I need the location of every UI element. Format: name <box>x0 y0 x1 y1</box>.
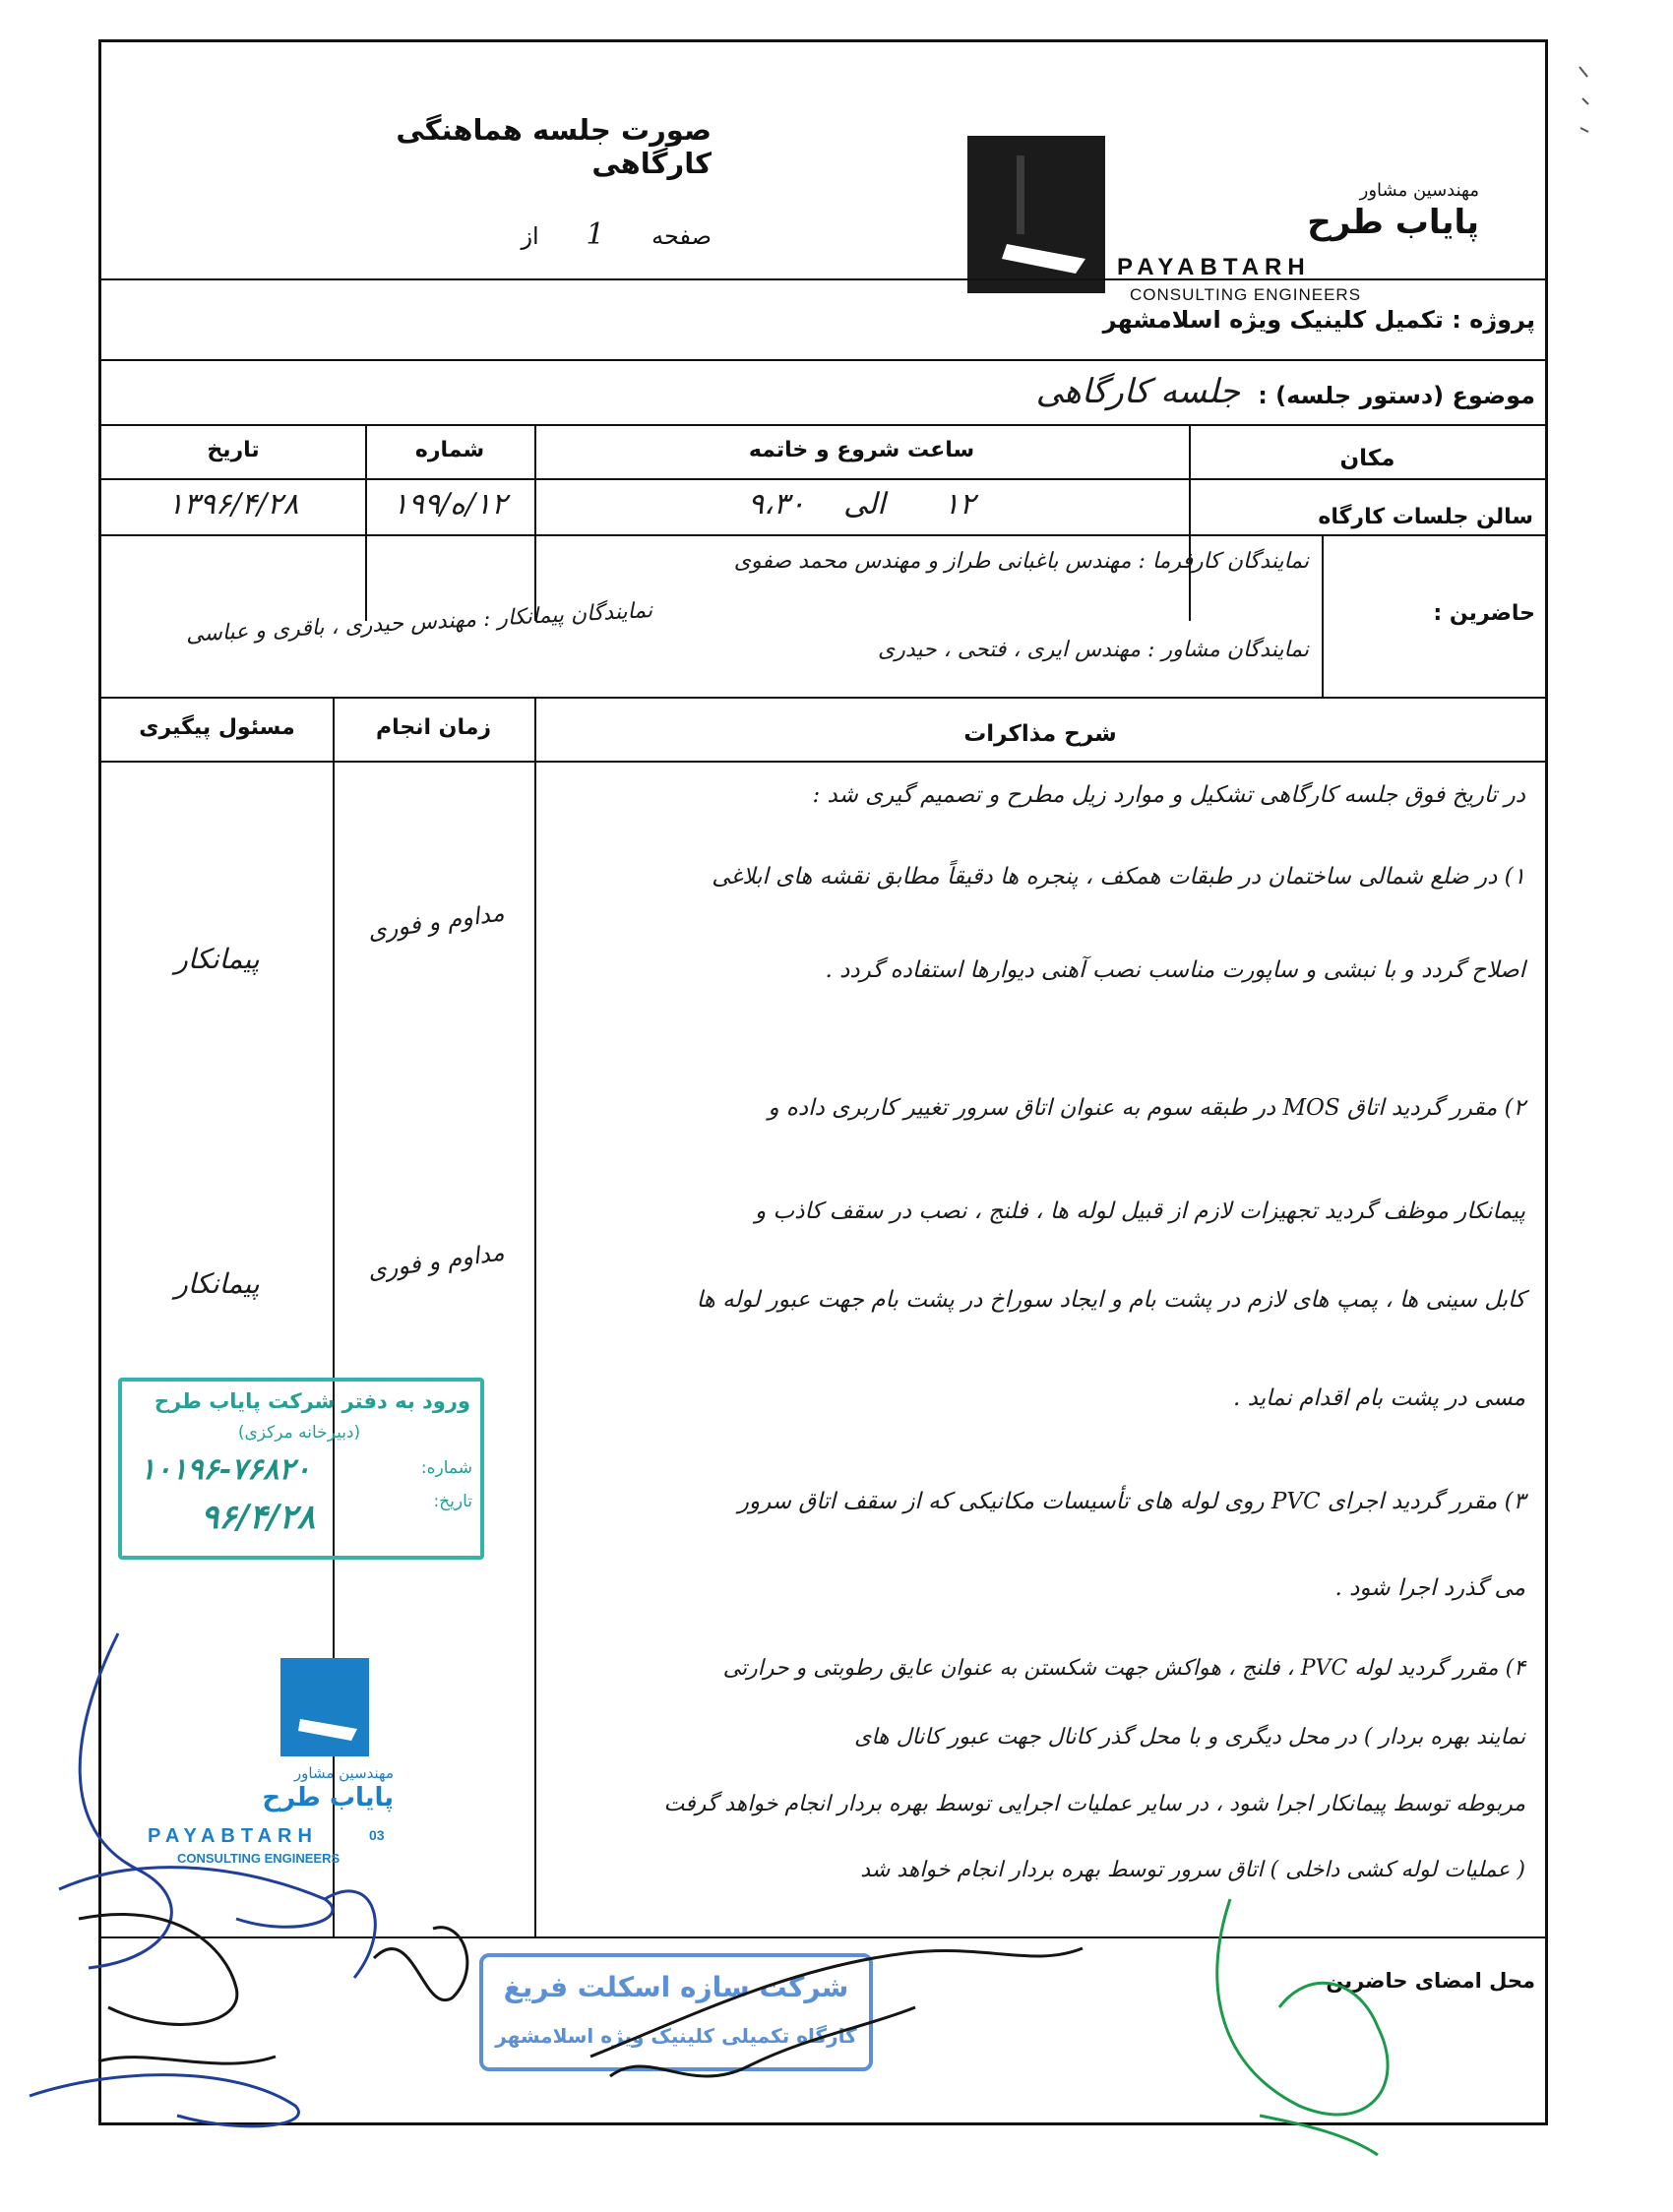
header-number: شماره <box>414 438 485 462</box>
page-label: صفحه <box>651 222 712 250</box>
handwritten-corner-mark <box>1580 67 1588 132</box>
time-end: ۱۲ <box>943 487 975 522</box>
done-time-2: مداوم و فوری <box>365 1238 507 1285</box>
signature-black-1 <box>79 1914 1083 2076</box>
value-date: ۱۳۹۶/۴/۲۸ <box>167 487 299 522</box>
stamp-title: ورود به دفتر شرکت پایاب طرح <box>154 1389 470 1413</box>
discussion-item-2-line3: کابل سینی ها ، پمپ های لازم در پشت بام و ایجاد سوراخ در پشت بام جهت عبور لوله ها <box>696 1287 1525 1313</box>
attendee-line-employer: نمایندگان کارفرما : مهندس باغبانی طراز و مهندس محمد صفوی <box>733 549 1309 574</box>
discussion-item-2-line1: ۲) مقرر گردید اتاق MOS در طبقه سوم به عنوان اتاق سرور تغییر کاربری داده و <box>768 1095 1525 1121</box>
signature-green-1 <box>1217 1899 1388 2155</box>
discussion-item-1-line2: اصلاح گردد و با نبشی و ساپورت مناسب نصب آهنی دیوارها استفاده گردد . <box>825 957 1525 983</box>
header-description: شرح مذاکرات <box>963 721 1117 747</box>
responsible-2: پیمانکار <box>174 1267 260 1300</box>
discussion-item-2-line2: پیمانکار موظف گردید تجهیزات لازم از قبیل لوله ها ، فلنج ، نصب در سقف کاذب و <box>755 1198 1525 1224</box>
logo-name-en: PAYABTARH <box>1117 254 1311 280</box>
stamp-number-label: شماره: <box>420 1458 472 1478</box>
logo-stamp-pretitle: مهندسین مشاور <box>293 1764 394 1782</box>
discussion-item-4-line4: ( عملیات لوله کشی داخلی ) اتاق سرور توسط بهره بردار انجام خواهد شد <box>860 1858 1525 1882</box>
company-stamp-line1: شرکت سازه اسکلت فریغ <box>503 1971 849 2003</box>
value-number: ۱۲/ه/۱۹۹ <box>392 487 508 522</box>
project-label: پروژه : تکمیل کلینیک ویژه اسلامشهر <box>1102 306 1535 334</box>
header-responsible: مسئول پیگیری <box>139 715 295 740</box>
stamp-date-label: تاریخ: <box>433 1492 472 1511</box>
header-time: ساعت شروع و خاتمه <box>748 438 975 462</box>
time-separator: الی <box>843 487 886 522</box>
discussion-item-4-line1: ۴) مقرر گردید لوله PVC ، فلنج ، هواکش جهت شکستن به عنوان عایق رطوبتی و حرارتی <box>722 1656 1525 1681</box>
logo-stamp-subtitle: CONSULTING ENGINEERS <box>177 1851 341 1866</box>
document-title: صورت جلسه هماهنگی کارگاهی <box>396 113 712 180</box>
subject-label: موضوع (دستور جلسه) : <box>1258 382 1535 409</box>
done-time-1: مداوم و فوری <box>365 898 507 946</box>
company-stamp-line2: کارگاه تکمیلی کلینیک ویژه اسلامشهر <box>495 2024 857 2048</box>
stamp-number-value: ۱۰۱۹۶-۷۶۸۲۰ <box>140 1452 311 1487</box>
attendee-line-contractor: نمایندگان پیمانکار : مهندس حیدری ، باقری و عباسی <box>185 598 653 647</box>
discussion-item-2-line4: مسی در پشت بام اقدام نماید . <box>1233 1385 1525 1411</box>
header-place: مکان <box>1339 446 1395 471</box>
signature-blue-1 <box>30 1633 375 2126</box>
header-date: تاریخ <box>207 438 260 462</box>
header-done-time: زمان انجام <box>375 715 492 740</box>
page-of-label: از <box>521 222 539 250</box>
time-start: ۹،۳۰ <box>748 487 806 522</box>
logo-stamp-name-fa: پایاب طرح <box>262 1783 394 1813</box>
responsible-1: پیمانکار <box>174 943 260 975</box>
logo-name-fa: پایاب طرح <box>1307 203 1479 242</box>
discussion-item-3-line1: ۳) مقرر گردید اجرای PVC روی لوله های تأسیسات مکانیکی که از سقف اتاق سرور <box>737 1489 1525 1514</box>
stamp-date-value: ۹۶/۴/۲۸ <box>201 1498 316 1537</box>
logo-pretitle: مهندسین مشاور <box>1359 180 1479 201</box>
attendees-label: حاضرین : <box>1433 601 1535 626</box>
discussion-item-4-line3: مربوطه توسط پیمانکار اجرا شود ، در سایر عملیات اجرایی توسط بهره بردار انجام خواهد گرفت <box>663 1792 1525 1816</box>
discussion-item-4-line2: نمایند بهره بردار ) در محل دیگری و با محل گذر کانال جهت عبور کانال های <box>854 1725 1525 1750</box>
signatures-label: محل امضای حاضرین <box>1326 1969 1535 1993</box>
page-number: 1 <box>586 217 605 252</box>
logo-subtitle-en: CONSULTING ENGINEERS <box>1130 285 1362 304</box>
attendee-line-consultant: نمایندگان مشاور : مهندس ایری ، فتحی ، حیدری <box>878 638 1309 662</box>
stamp-subtitle: (دبیرخانه مرکزی) <box>237 1423 361 1443</box>
discussion-item-1-line1: ۱) در ضلع شمالی ساختمان در طبقات همکف ، پنجره ها دقیقاً مطابق نقشه های ابلاغی <box>712 864 1525 890</box>
logo-stamp-name-en: PAYABTARH <box>148 1825 318 1847</box>
value-place: سالن جلسات کارگاه <box>1318 505 1533 529</box>
discussion-intro: در تاریخ فوق جلسه کارگاهی تشکیل و موارد زیل مطرح و تصمیم گیری شد : <box>812 782 1525 808</box>
logo-stamp-code: 03 <box>369 1827 385 1843</box>
subject-value: جلسه کارگاهی <box>1035 372 1240 411</box>
discussion-item-3-line2: می گذرد اجرا شود . <box>1334 1575 1525 1601</box>
